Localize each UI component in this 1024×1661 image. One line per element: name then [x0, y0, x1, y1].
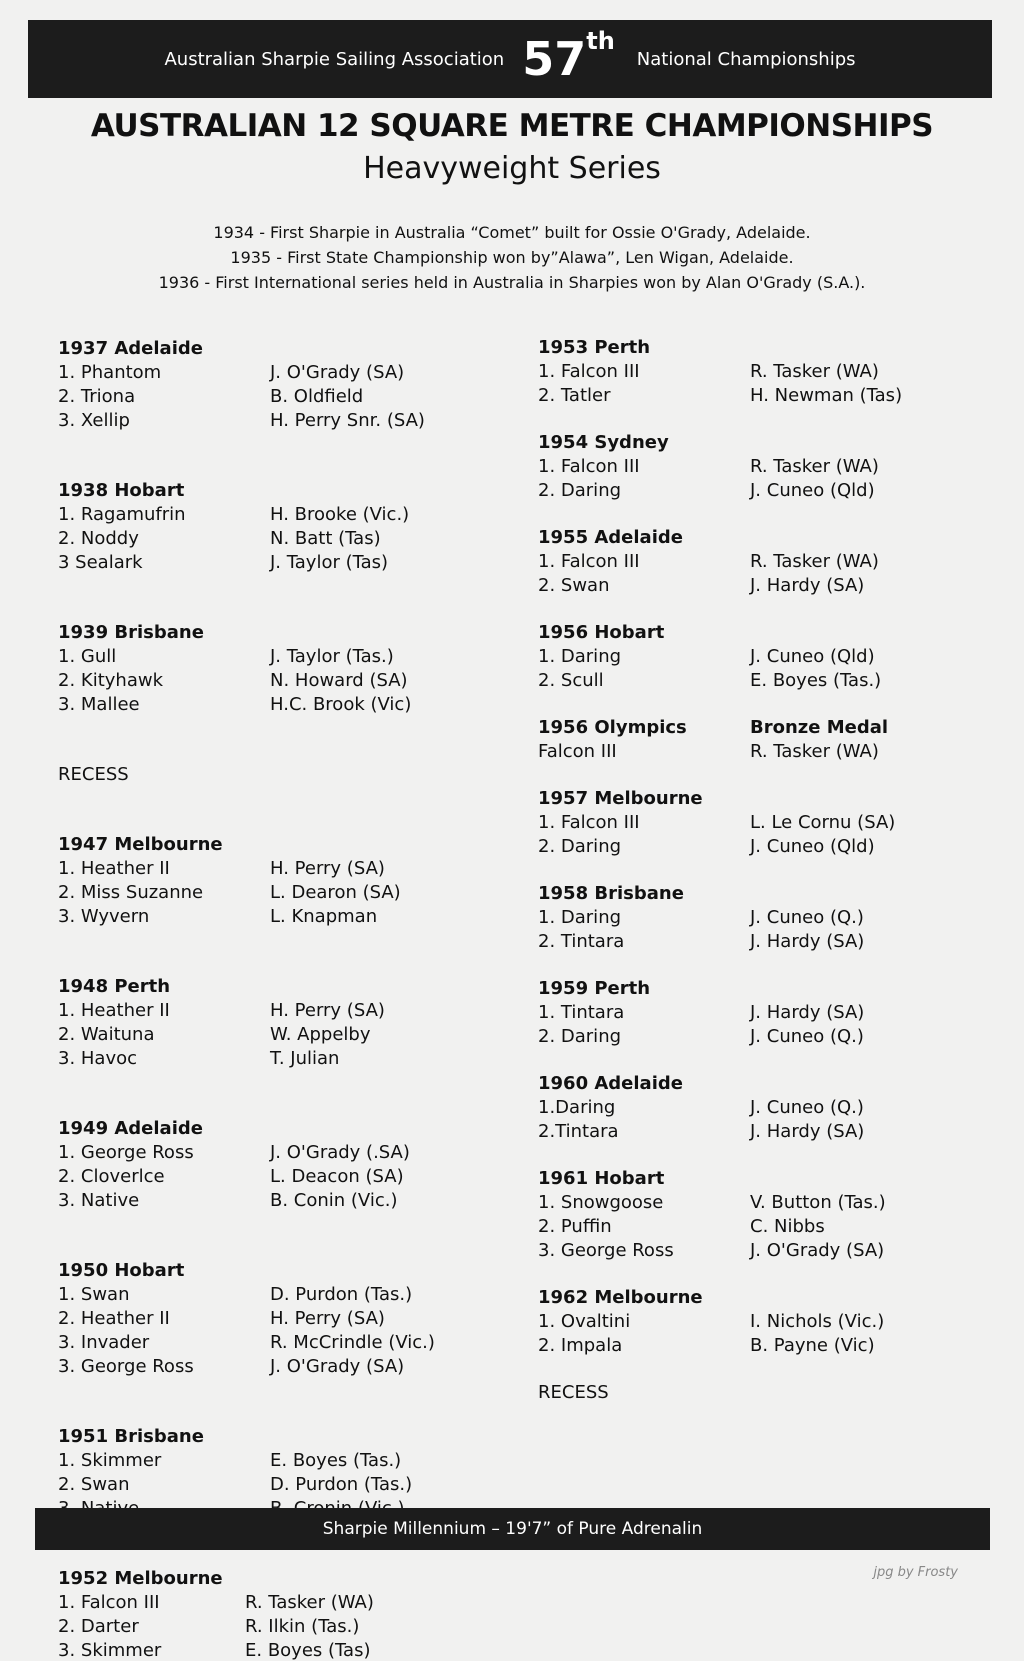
skipper-name: R. Tasker (WA)	[750, 741, 879, 762]
edition-number: 57	[522, 32, 587, 86]
image-credit: jpg by Frosty	[873, 1565, 958, 1580]
event-heading: 1949 Adelaide	[58, 1118, 203, 1139]
event-heading: 1960 Adelaide	[538, 1073, 683, 1094]
skipper-name: R. Tasker (WA)	[245, 1592, 374, 1613]
boat-name: 2. Impala	[538, 1335, 623, 1356]
skipper-name: N. Howard (SA)	[270, 670, 408, 691]
skipper-name: J. Taylor (Tas)	[270, 552, 389, 573]
skipper-name: E. Boyes (Tas)	[245, 1640, 371, 1661]
event-heading: 1950 Hobart	[58, 1260, 185, 1281]
skipper-name: J. O'Grady (SA)	[750, 1240, 885, 1261]
boat-name: 2. Tatler	[538, 385, 611, 406]
boat-name: 1. Ragamufrin	[58, 504, 186, 525]
boat-name: 2. Swan	[538, 575, 610, 596]
event-heading: 1954 Sydney	[538, 432, 669, 453]
skipper-name: D. Purdon (Tas.)	[270, 1474, 413, 1495]
skipper-name: J. Cuneo (Qld)	[750, 480, 875, 501]
skipper-name: L. Knapman	[270, 906, 378, 927]
skipper-name: L. Dearon (SA)	[270, 882, 401, 903]
boat-name: 2. Heather II	[58, 1308, 170, 1329]
medal-label: Bronze Medal	[750, 717, 889, 738]
skipper-name: L. Deacon (SA)	[270, 1166, 404, 1187]
skipper-name: J. Taylor (Tas.)	[270, 646, 394, 667]
event-heading: 1937 Adelaide	[58, 338, 203, 359]
boat-name: 2. Waituna	[58, 1024, 155, 1045]
boat-name: 2. Tintara	[538, 931, 625, 952]
skipper-name: H. Perry Snr. (SA)	[270, 410, 425, 431]
event-heading: 1957 Melbourne	[538, 788, 703, 809]
skipper-name: R. Tasker (WA)	[750, 551, 879, 572]
skipper-name: J. Cuneo (Q.)	[750, 1097, 864, 1118]
skipper-name: J. Hardy (SA)	[750, 1002, 865, 1023]
skipper-name: N. Batt (Tas)	[270, 528, 381, 549]
history-line: 1936 - First International series held in Australia in Sharpies won by Alan O'Grady (S.A.).	[158, 273, 866, 292]
championships-label: National Championships	[636, 48, 856, 70]
skipper-name: R. Tasker (WA)	[750, 361, 879, 382]
history-notes	[0, 220, 1024, 295]
boat-name: 1. Phantom	[58, 362, 162, 383]
event-heading: 1938 Hobart	[58, 480, 185, 501]
boat-name: 3. George Ross	[538, 1240, 674, 1261]
boat-name: 3. Wyvern	[58, 906, 150, 927]
skipper-name: H. Perry (SA)	[270, 1000, 385, 1021]
boat-name: 1. Tintara	[538, 1002, 625, 1023]
skipper-name: J. Cuneo (Qld)	[750, 836, 875, 857]
skipper-name: R. Tasker (WA)	[750, 456, 879, 477]
boat-name: 3. Xellip	[58, 410, 130, 431]
skipper-name: J. Cuneo (Q.)	[750, 1026, 864, 1047]
skipper-name: J. O'Grady (SA)	[270, 1356, 405, 1377]
footer-text: Sharpie Millennium – 19'7” of Pure Adrenalin	[322, 1519, 703, 1539]
boat-name: 3 Sealark	[58, 552, 143, 573]
event-heading: 1956 Olympics	[538, 717, 687, 738]
event-heading: 1962 Melbourne	[538, 1287, 703, 1308]
page-title: AUSTRALIAN 12 SQUARE METRE CHAMPIONSHIPS	[90, 108, 934, 144]
boat-name: 1. Swan	[58, 1284, 130, 1305]
boat-name: 2. Cloverlce	[58, 1166, 165, 1187]
boat-name: 1.Daring	[538, 1097, 616, 1118]
skipper-name: H.C. Brook (Vic)	[270, 694, 412, 715]
boat-name: 1. Falcon III	[538, 812, 640, 833]
boat-name: 1. Falcon III	[58, 1592, 160, 1613]
boat-name: 3. Havoc	[58, 1048, 138, 1069]
boat-name: 1. Daring	[538, 907, 622, 928]
skipper-name: L. Le Cornu (SA)	[750, 812, 896, 833]
skipper-name: J. Hardy (SA)	[750, 1121, 865, 1142]
event-heading: 1955 Adelaide	[538, 527, 683, 548]
skipper-name: H. Newman (Tas)	[750, 385, 903, 406]
boat-name: 2. Daring	[538, 1026, 622, 1047]
history-line: 1935 - First State Championship won by”Alawa”, Len Wigan, Adelaide.	[230, 248, 794, 267]
boat-name: 1. Falcon III	[538, 361, 640, 382]
boat-name: 2. Miss Suzanne	[58, 882, 204, 903]
boat-name: 2. Kityhawk	[58, 670, 163, 691]
skipper-name: J. Cuneo (Q.)	[750, 907, 864, 928]
boat-name: 1. Heather II	[58, 1000, 170, 1021]
association-name: Australian Sharpie Sailing Association	[164, 48, 505, 70]
boat-name: 2. Noddy	[58, 528, 139, 549]
skipper-name: V. Button (Tas.)	[750, 1192, 886, 1213]
event-heading: 1939 Brisbane	[58, 622, 204, 643]
skipper-name: H. Perry (SA)	[270, 858, 385, 879]
skipper-name: J. Hardy (SA)	[750, 931, 865, 952]
boat-name: 1. Falcon III	[538, 456, 640, 477]
event-heading: 1952 Melbourne	[58, 1568, 223, 1589]
boat-name: 3. Mallee	[58, 694, 140, 715]
skipper-name: B. Oldfield	[270, 386, 364, 407]
boat-name: 2. Daring	[538, 480, 622, 501]
boat-name: 2. Triona	[58, 386, 136, 407]
boat-name: 1. Gull	[58, 646, 117, 667]
boat-name: 1. Falcon III	[538, 551, 640, 572]
boat-name: 2. Scull	[538, 670, 604, 691]
skipper-name: J. Hardy (SA)	[750, 575, 865, 596]
boat-name: 3. Skimmer	[58, 1640, 162, 1661]
skipper-name: B. Payne (Vic)	[750, 1335, 875, 1356]
skipper-name: H. Brooke (Vic.)	[270, 504, 410, 525]
boat-name: 1. Daring	[538, 646, 622, 667]
skipper-name: B. Conin (Vic.)	[270, 1190, 398, 1211]
event-heading: 1958 Brisbane	[538, 883, 684, 904]
header-banner	[28, 20, 992, 98]
edition-suffix: th	[586, 27, 615, 55]
boat-name: 1. Skimmer	[58, 1450, 162, 1471]
skipper-name: E. Boyes (Tas.)	[750, 670, 882, 691]
boat-name: 3. Native	[58, 1190, 140, 1211]
skipper-name: W. Appelby	[270, 1024, 371, 1045]
skipper-name: J. O'Grady (SA)	[270, 362, 405, 383]
footer-banner	[35, 1508, 990, 1550]
event-heading: 1959 Perth	[538, 978, 651, 999]
skipper-name: R. Ilkin (Tas.)	[245, 1616, 360, 1637]
recess-label: RECESS	[58, 764, 129, 785]
event-heading: 1947 Melbourne	[58, 834, 223, 855]
event-heading: 1951 Brisbane	[58, 1426, 204, 1447]
boat-name: 3. Invader	[58, 1332, 150, 1353]
skipper-name: I. Nichols (Vic.)	[750, 1311, 885, 1332]
skipper-name: D. Purdon (Tas.)	[270, 1284, 413, 1305]
event-heading: 1956 Hobart	[538, 622, 665, 643]
skipper-name: J. O'Grady (.SA)	[270, 1142, 410, 1163]
boat-name: 1. George Ross	[58, 1142, 194, 1163]
boat-name: 2.Tintara	[538, 1121, 619, 1142]
event-heading: 1961 Hobart	[538, 1168, 665, 1189]
history-line: 1934 - First Sharpie in Australia “Comet” built for Ossie O'Grady, Adelaide.	[213, 223, 811, 242]
boat-name: 1. Heather II	[58, 858, 170, 879]
skipper-name: T. Julian	[270, 1048, 340, 1069]
skipper-name: E. Boyes (Tas.)	[270, 1450, 402, 1471]
boat-name: 2. Puffin	[538, 1216, 612, 1237]
recess-label: RECESS	[538, 1382, 609, 1403]
skipper-name: R. McCrindle (Vic.)	[270, 1332, 435, 1353]
event-heading: 1953 Perth	[538, 337, 651, 358]
boat-name: 2. Darter	[58, 1616, 139, 1637]
boat-name: Falcon III	[538, 741, 617, 762]
skipper-name: C. Nibbs	[750, 1216, 825, 1237]
boat-name: 3. George Ross	[58, 1356, 194, 1377]
skipper-name: J. Cuneo (Qld)	[750, 646, 875, 667]
boat-name: 2. Swan	[58, 1474, 130, 1495]
event-heading: 1948 Perth	[58, 976, 171, 997]
page-subtitle: Heavyweight Series	[363, 151, 661, 186]
skipper-name: H. Perry (SA)	[270, 1308, 385, 1329]
boat-name: 1. Ovaltini	[538, 1311, 631, 1332]
boat-name: 2. Daring	[538, 836, 622, 857]
boat-name: 1. Snowgoose	[538, 1192, 664, 1213]
